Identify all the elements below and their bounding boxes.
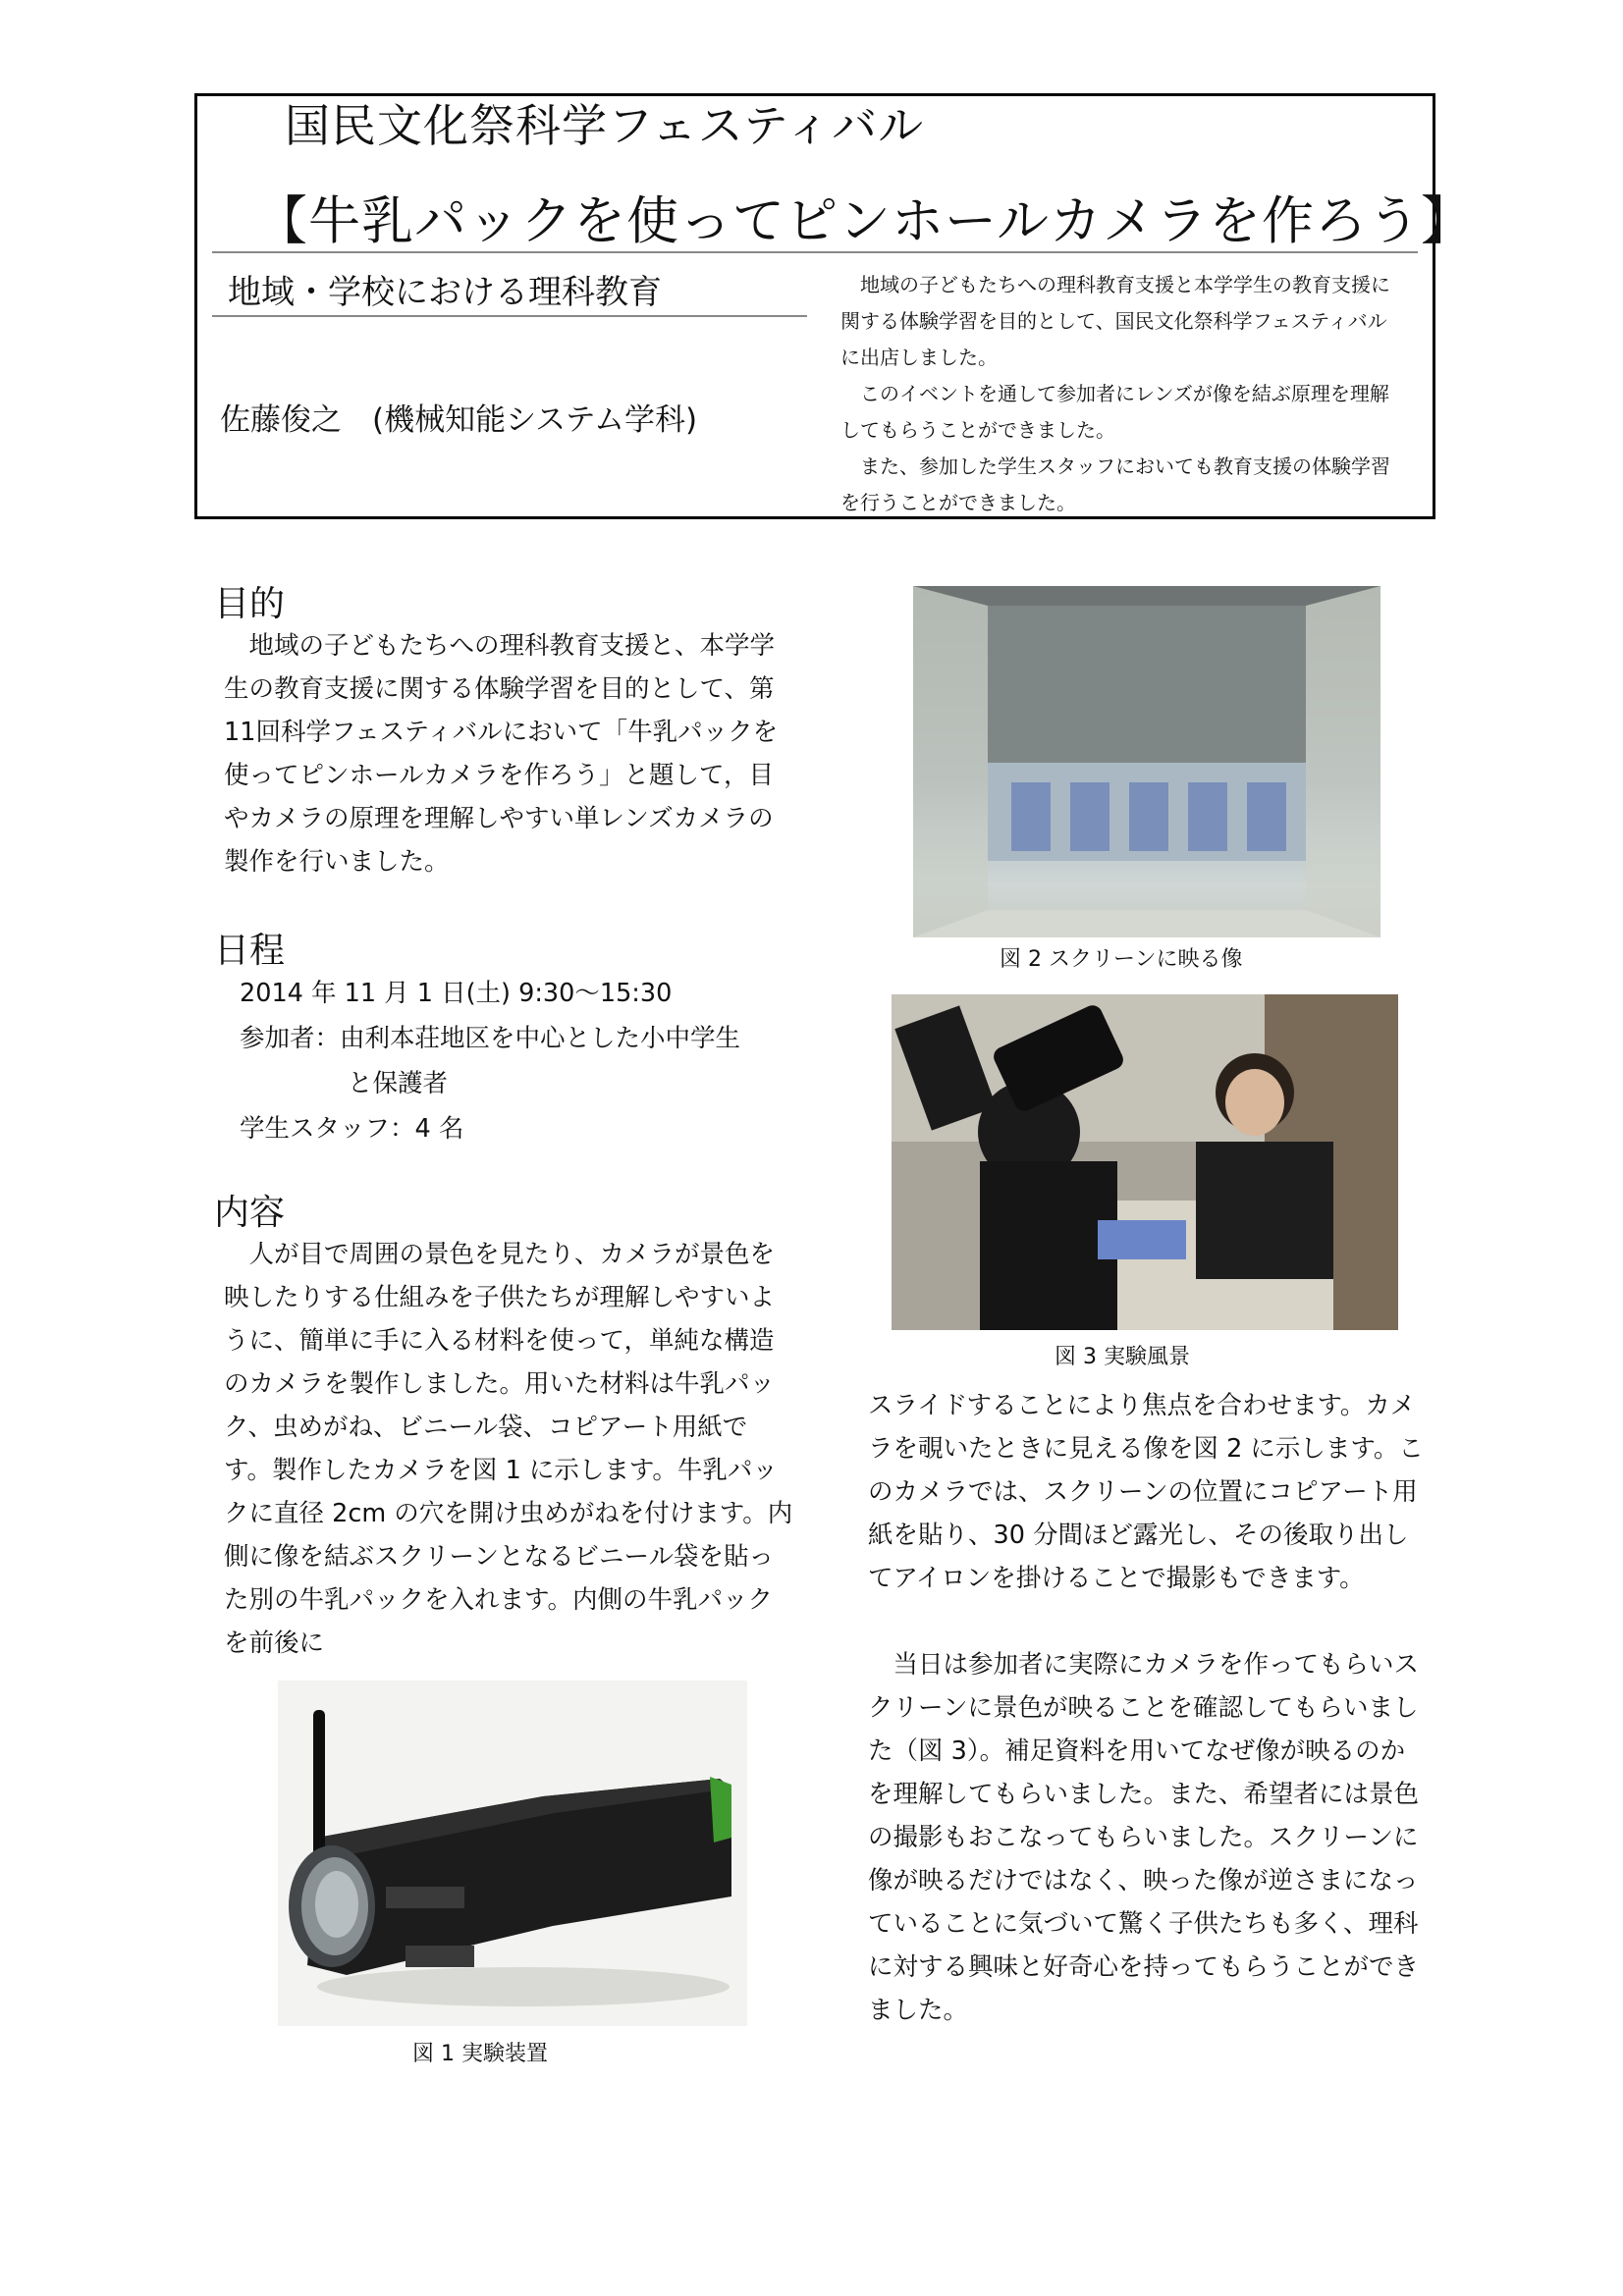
figure-3-experiment-photo bbox=[892, 994, 1398, 1330]
theme-label: 地域・学校における理科教育 bbox=[228, 273, 662, 312]
purpose-text: 地域の子どもたちへの理科教育支援と、本学学生の教育支援に関する体験学習を目的として、第11回科学フェスティバルにおいて「牛乳パックを使ってピンホールカメラを作ろう」と題して，目やカメラの原理を理解しやすい単レンズカメラの製作を行いました。 bbox=[224, 631, 779, 877]
event-title: 【牛乳パックを使ってピンホールカメラを作ろう】 bbox=[255, 191, 1474, 251]
figure-2-caption: 図 2 スクリーンに映る像 bbox=[1000, 947, 1243, 972]
camera-illustration bbox=[278, 1681, 747, 2026]
figure-1-caption: 図 1 実験装置 bbox=[412, 2042, 548, 2066]
participants-value: 由利本荘地区を中心とした小中学生 bbox=[340, 1024, 741, 1053]
summary bbox=[840, 267, 1406, 521]
screen-image-illustration bbox=[913, 586, 1380, 937]
participants-row bbox=[240, 1017, 740, 1060]
summary-paragraph: このイベントを通して参加者にレンズが像を結ぶ原理を理解してもらうことができました。 bbox=[840, 382, 1389, 442]
schedule-date: 2014 年 11 月 1 日(土) 9:30〜15:30 bbox=[240, 979, 673, 1008]
content-heading: 内容 bbox=[214, 1193, 286, 1233]
author: 佐藤俊之 (機械知能システム学科) bbox=[220, 402, 698, 438]
figure-2-screen-image bbox=[913, 586, 1380, 937]
content-text: 人が目で周囲の景色を見たり、カメラが景色を映したりする仕組みを子供たちが理解しやすいように、簡単に手に入る材料を使って，単純な構造のカメラを製作しました。用いた材料は牛乳パック、虫めがね、ビニール袋、コピアート用紙です。製作したカメラを図 1 に示します。牛乳パックに直径 2cm の穴を開け虫めがねを付けます。内側に像を結ぶスクリーンとなるビニール袋を貼った別の牛乳パックを入れます。内側の牛乳パックを前後に bbox=[224, 1240, 793, 1658]
figure-1-camera-photo bbox=[278, 1681, 747, 2026]
staff-count: 学生スタッフ：4 名 bbox=[240, 1114, 464, 1144]
content-text-continued: スライドすることにより焦点を合わせます。カメラを覗いたときに見える像を図 2 に示します。このカメラでは、スクリーンの位置にコピアート用紙を貼り、30 分間ほど露光し、その後取り出してアイロンを掛けることで撮影もできます。 bbox=[868, 1391, 1424, 1593]
purpose-heading: 目的 bbox=[214, 584, 286, 624]
festival-name: 国民文化祭科学フェスティバル bbox=[285, 99, 925, 152]
participants-value-cont: と保護者 bbox=[348, 1069, 449, 1098]
theme-divider bbox=[212, 315, 807, 317]
schedule-heading: 日程 bbox=[214, 931, 286, 971]
summary-paragraph: 地域の子どもたちへの理科教育支援と本学学生の教育支援に関する体験学習を目的として、国民文化祭科学フェスティバルに出店しました。 bbox=[840, 273, 1390, 369]
experiment-scene-illustration bbox=[892, 994, 1398, 1330]
figure-3-caption: 図 3 実験風景 bbox=[1055, 1345, 1190, 1369]
summary-paragraph: また、参加した学生スタッフにおいても教育支援の体験学習を行うことができました。 bbox=[840, 454, 1390, 514]
content-text-event-day: 当日は参加者に実際にカメラを作ってもらいスクリーンに景色が映ることを確認してもらいました（図 3）。補足資料を用いてなぜ像が映るのかを理解してもらいました。また、希望者には景色の撮影もおこなってもらいました。スクリーンに像が映るだけではなく、映った像が逆さまになっていることに気づいて驚く子供たちも多く、理科に対する興味と好奇心を持ってもらうことができました。 bbox=[868, 1650, 1420, 2025]
participants-label: 参加者： bbox=[240, 1024, 341, 1053]
title-divider bbox=[212, 251, 1418, 253]
